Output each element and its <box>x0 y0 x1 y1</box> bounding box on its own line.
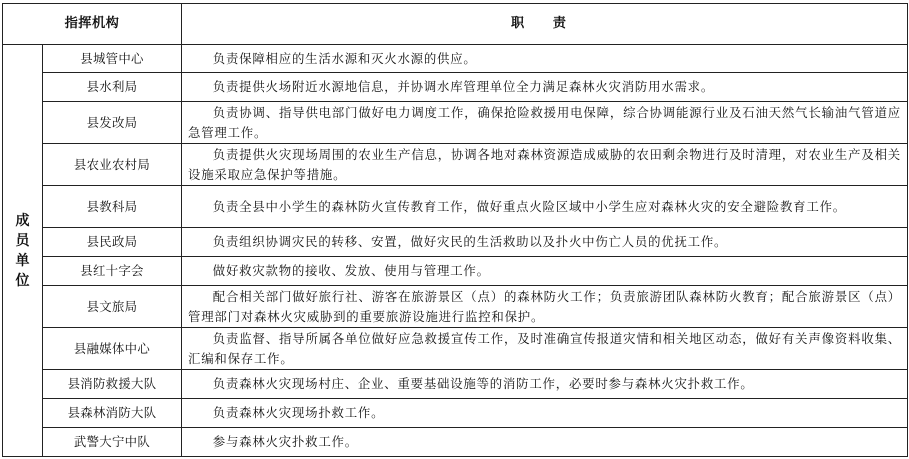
duties-column-header-text: 职 责 <box>511 16 578 31</box>
org-name-cell: 县消防救援大队 <box>43 370 182 399</box>
org-name-cell: 县民政局 <box>43 228 182 257</box>
duty-description-cell: 负责全县中小学生的森林防火宣传教育工作，做好重点火险区域中小学生应对森林火灾的安全避险教育工作。 <box>182 186 908 228</box>
member-units-group-cell <box>3 45 43 457</box>
table-row <box>3 45 908 73</box>
duty-description-cell: 参与森林火灾扑救工作。 <box>182 428 908 457</box>
table-row <box>3 399 908 428</box>
member-units-label: 成员单位 <box>15 212 30 289</box>
duty-description-cell: 负责监督、指导所属各单位做好应急救援宣传工作，及时准确宣传报道灾情和相关地区动态，做好有关声像资料收集、汇编和保存工作。 <box>182 328 908 370</box>
duty-description-cell: 负责提供火灾现场周围的农业生产信息，协调各地对森林资源造成威胁的农田剩余物进行及时清理，对农业生产及相关设施采取应急保护等措施。 <box>182 144 908 186</box>
table-row <box>3 286 908 328</box>
org-name-cell: 县文旅局 <box>43 286 182 328</box>
table-row <box>3 328 908 370</box>
org-name-cell: 县农业农村局 <box>43 144 182 186</box>
table-row <box>3 370 908 399</box>
agency-column-header: 指挥机构 <box>3 4 182 45</box>
org-name-cell: 县融媒体中心 <box>43 328 182 370</box>
org-name-cell: 武警大宁中队 <box>43 428 182 457</box>
org-name-cell: 县发改局 <box>43 102 182 144</box>
table-row <box>3 144 908 186</box>
duty-description-cell: 负责组织协调灾民的转移、安置，做好灾民的生活救助以及扑火中伤亡人员的优抚工作。 <box>182 228 908 257</box>
duty-description-cell: 负责森林火灾现场村庄、企业、重要基础设施等的消防工作，必要时参与森林火灾扑救工作。 <box>182 370 908 399</box>
duty-description-cell: 负责协调、指导供电部门做好电力调度工作，确保抢险救援用电保障，综合协调能源行业及石油天然气长输油气管道应急管理工作。 <box>182 102 908 144</box>
duty-description-cell: 配合相关部门做好旅行社、游客在旅游景区（点）的森林防火工作；负责旅游团队森林防火教育；配合旅游景区（点）管理部门对森林火灾威胁到的重要旅游设施进行监控和保护。 <box>182 286 908 328</box>
org-name-cell: 县水利局 <box>43 73 182 102</box>
org-name-cell: 县森林消防大队 <box>43 399 182 428</box>
org-name-cell: 县城管中心 <box>43 45 182 73</box>
duties-table <box>2 3 908 457</box>
duties-column-header <box>182 4 908 45</box>
org-name-cell: 县教科局 <box>43 186 182 228</box>
duty-description-cell: 负责森林火灾现场扑救工作。 <box>182 399 908 428</box>
duty-description-cell: 负责提供火场附近水源地信息，并协调水库管理单位全力满足森林火灾消防用水需求。 <box>182 73 908 102</box>
table-row <box>3 257 908 286</box>
org-name-cell: 县红十字会 <box>43 257 182 286</box>
table-row <box>3 102 908 144</box>
duty-description-cell: 负责保障相应的生活水源和灭火水源的供应。 <box>182 45 908 73</box>
table-row <box>3 186 908 228</box>
table-row <box>3 228 908 257</box>
duty-description-cell: 做好救灾款物的接收、发放、使用与管理工作。 <box>182 257 908 286</box>
table-row <box>3 73 908 102</box>
table-row <box>3 428 908 457</box>
table-header-row <box>3 4 908 45</box>
